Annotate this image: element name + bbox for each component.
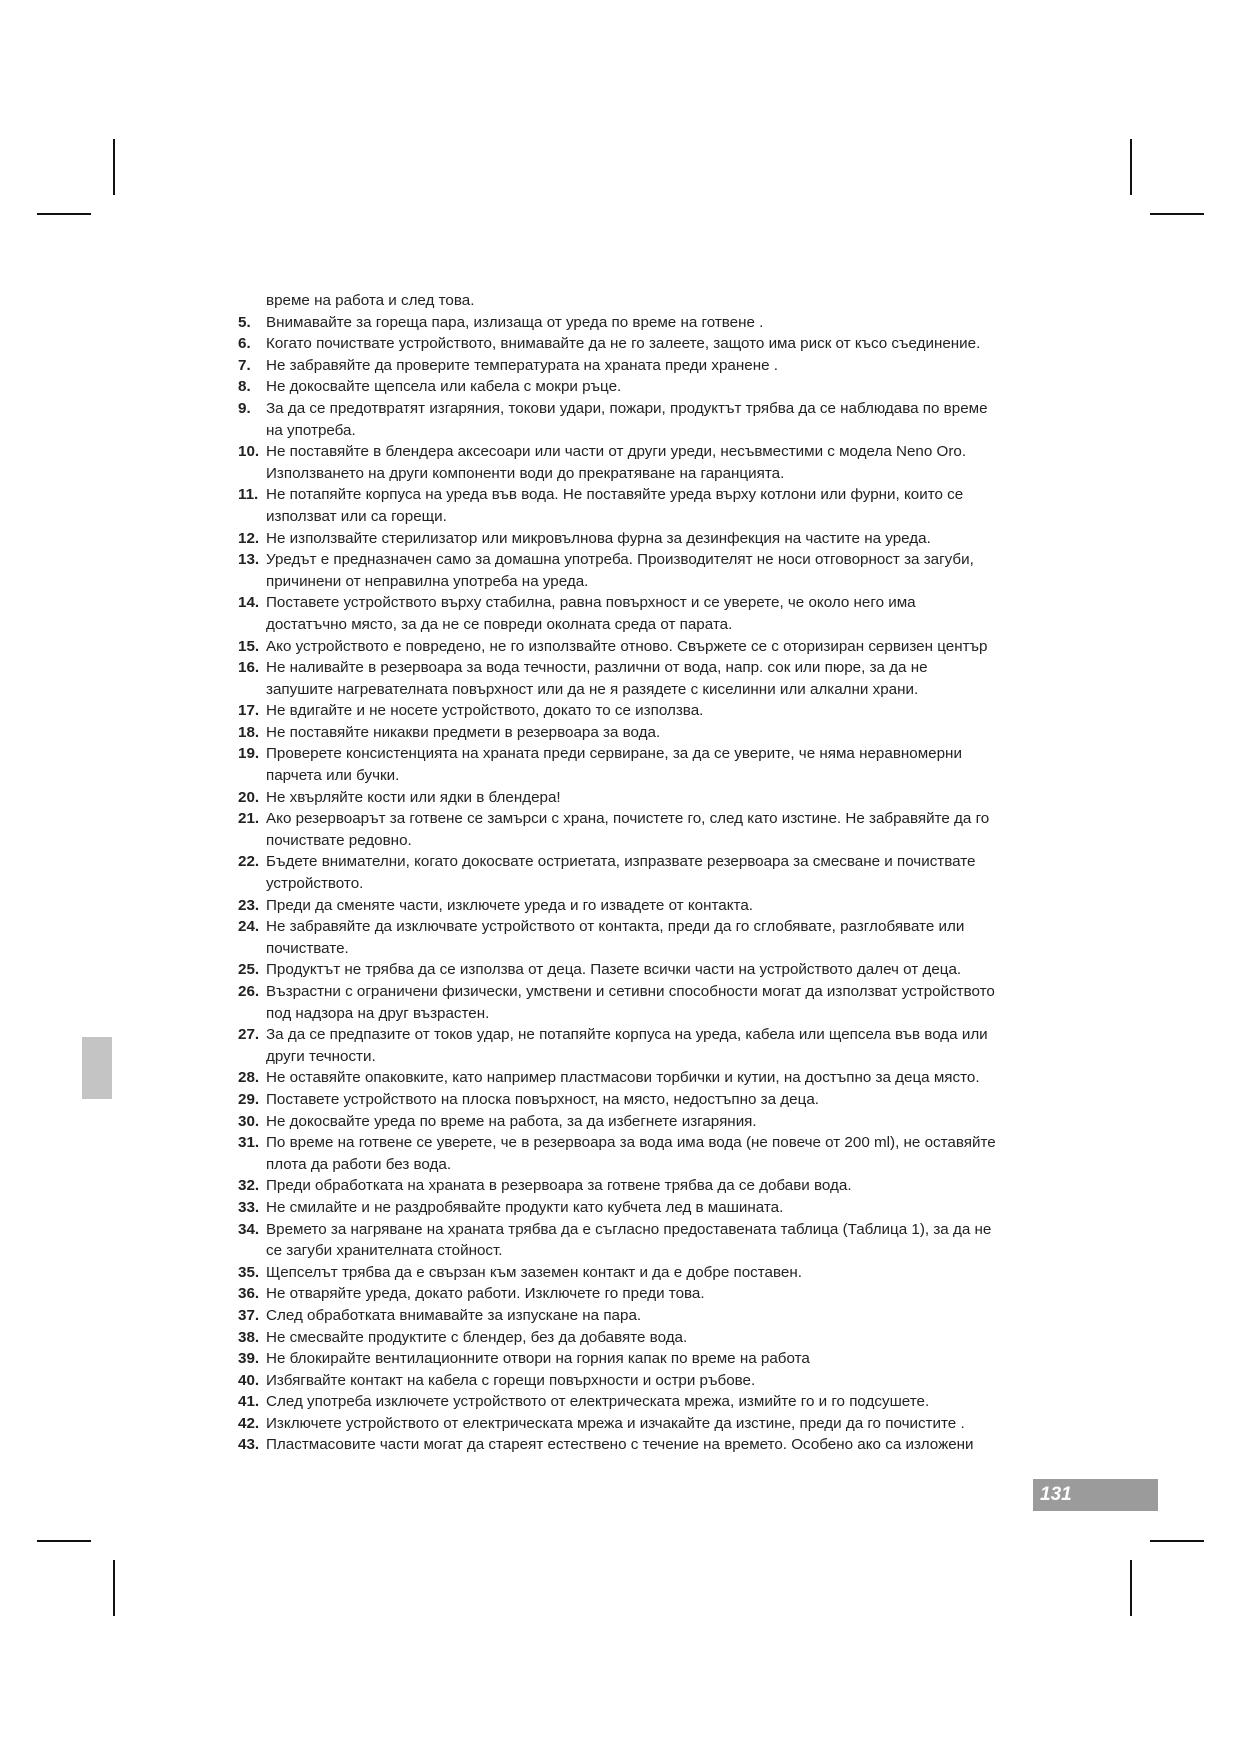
list-item: [238, 312, 1073, 334]
list-item: [238, 722, 1073, 744]
list-item-text: Използването на други компоненти води до прекратяване на гаранцията.: [266, 464, 785, 482]
crop-mark-top-right-horizontal: [1150, 213, 1204, 215]
list-item-number: 27.: [238, 1026, 260, 1044]
list-item-text: Не оставяйте опаковките, като например пластмасови торбички и кутии, на достъпно за деца място.: [266, 1069, 980, 1087]
list-item: [238, 484, 1073, 506]
list-item-text: Не използвайте стерилизатор или микровълнова фурна за дезинфекция на частите на уреда.: [266, 529, 931, 547]
list-item-text: на употреба.: [266, 421, 356, 439]
list-item-continuation: [238, 873, 1073, 895]
list-item: [238, 959, 1073, 981]
list-item-text: Не поставяйте в блендера аксесоари или части от други уреди, несъвместими с модела Neno Oro.: [266, 443, 967, 461]
list-item: [238, 1197, 1073, 1219]
list-item: [238, 1089, 1073, 1111]
list-item-text: Не наливайте в резервоара за вода течности, различни от вода, напр. сок или пюре, за да не: [266, 659, 928, 677]
list-item-text: причинени от неправилна употреба на уреда.: [266, 572, 589, 590]
list-item-number: 5.: [238, 313, 251, 331]
list-item-text: плота да работи без вода.: [266, 1155, 452, 1173]
page-number: 131: [1033, 1479, 1158, 1511]
list-item-text: Не забравяйте да проверите температурата на храната преди хранене .: [266, 356, 778, 374]
list-item: [238, 1132, 1073, 1154]
list-item-number: 33.: [238, 1198, 260, 1216]
list-item-text: Не смесвайте продуктите с блендер, без да добавяте вода.: [266, 1328, 688, 1346]
list-item-continuation: [238, 938, 1073, 960]
list-item-text: Не вдигайте и не носете устройството, докато то се използва.: [266, 702, 704, 720]
list-item-number: 39.: [238, 1350, 260, 1368]
crop-mark-top-left-horizontal: [37, 213, 91, 215]
crop-mark-bottom-left-horizontal: [37, 1540, 91, 1542]
list-item-number: 42.: [238, 1414, 260, 1432]
list-item: [238, 1391, 1073, 1413]
list-item-number: 28.: [238, 1069, 260, 1087]
list-item-text: парчета или бучки.: [266, 767, 400, 785]
list-item-text: под надзора на друг възрастен.: [266, 1004, 490, 1022]
list-item-number: 23.: [238, 896, 260, 914]
list-item: [238, 1024, 1073, 1046]
list-item-number: 10.: [238, 443, 260, 461]
list-item: [238, 1413, 1073, 1435]
list-item: [238, 441, 1073, 463]
crop-mark-bottom-left-vertical: [113, 1560, 115, 1616]
list-item-number: 12.: [238, 529, 260, 547]
list-item: [238, 333, 1073, 355]
list-item: [238, 1175, 1073, 1197]
list-item: [238, 1219, 1073, 1241]
list-item-number: 36.: [238, 1285, 260, 1303]
list-item-number: 41.: [238, 1393, 260, 1411]
list-item-text: Не смилайте и не раздробявайте продукти като кубчета лед в машината.: [266, 1198, 784, 1216]
list-item: [238, 376, 1073, 398]
list-item-text: Избягвайте контакт на кабела с горещи повърхности и остри ръбове.: [266, 1371, 756, 1389]
list-item: [238, 895, 1073, 917]
list-item: [238, 743, 1073, 765]
list-item: [238, 355, 1073, 377]
list-item: [238, 1434, 1073, 1456]
list-item-number: 29.: [238, 1090, 260, 1108]
list-item-continuation: [238, 463, 1073, 485]
list-item-continuation: [238, 1046, 1073, 1068]
list-item-text: Проверете консистенцията на храната преди сервиране, за да се уверите, че няма неравномерни: [266, 745, 962, 763]
list-item-text: Не потапяйте корпуса на уреда във вода. Не поставяйте уреда върху котлони или фурни, които се: [266, 486, 964, 504]
list-item-text: други течности.: [266, 1047, 376, 1065]
list-item: [238, 398, 1073, 420]
list-item-continuation: [238, 679, 1073, 701]
list-item-text: почиствате.: [266, 939, 349, 957]
list-item-number: 38.: [238, 1328, 260, 1346]
list-item-number: 32.: [238, 1177, 260, 1195]
list-item-number: 16.: [238, 659, 260, 677]
list-item-number: 14.: [238, 594, 260, 612]
list-item-continuation: [238, 1240, 1073, 1262]
list-item-text: За да се предпазите от токов удар, не потапяйте корпуса на уреда, кабела или щепсела във вода или: [266, 1026, 988, 1044]
list-item-text: Поставете устройството върху стабилна, равна повърхност и се уверете, че около него има: [266, 594, 916, 612]
list-item-number: 8.: [238, 378, 251, 396]
list-item-continuation: [238, 290, 1073, 312]
list-item-continuation: [238, 1003, 1073, 1025]
list-item-text: По време на готвене се уверете, че в резервоара за вода има вода (не повече от 200 ml), не оставяйте: [266, 1134, 996, 1152]
list-item-continuation: [238, 1154, 1073, 1176]
crop-mark-bottom-right-vertical: [1130, 1560, 1132, 1616]
list-item: [238, 700, 1073, 722]
list-item: [238, 1370, 1073, 1392]
list-item-continuation: [238, 830, 1073, 852]
list-item-text: Възрастни с ограничени физически, умствени и сетивни способности могат да използват устройството: [266, 983, 995, 1000]
list-item-text: След употреба изключете устройството от електрическата мрежа, измийте го и го подсушете.: [266, 1393, 930, 1411]
list-item-number: 21.: [238, 810, 260, 828]
list-item-number: 25.: [238, 961, 260, 979]
list-item-number: 31.: [238, 1134, 260, 1152]
list-item-text: Не докосвайте щепсела или кабела с мокри ръце.: [266, 378, 622, 396]
list-item: [238, 657, 1073, 679]
list-item-continuation: [238, 571, 1073, 593]
list-item-text: Уредът е предназначен само за домашна употреба. Производителят не носи отговорност за загуби,: [266, 551, 974, 569]
list-item: [238, 1111, 1073, 1133]
list-item: [238, 1348, 1073, 1370]
list-item-continuation: [238, 420, 1073, 442]
list-item-number: 43.: [238, 1436, 260, 1454]
list-item: [238, 549, 1073, 571]
list-item-text: За да се предотвратят изгаряния, токови удари, пожари, продуктът трябва да се наблюдава по време: [266, 399, 988, 417]
list-item-text: Времето за нагряване на храната трябва да е съгласно предоставената таблица (Таблица 1), за да не: [266, 1220, 992, 1238]
list-item: [238, 851, 1073, 873]
crop-mark-top-right-vertical: [1130, 139, 1132, 195]
list-item-number: 40.: [238, 1371, 260, 1389]
list-item: [238, 592, 1073, 614]
list-item-text: Преди да сменяте части, изключете уреда и го извадете от контакта.: [266, 896, 753, 914]
list-item: [238, 1067, 1073, 1089]
list-item-text: достатъчно място, за да не се повреди околната среда от парата.: [266, 615, 733, 633]
list-item-text: почиствате редовно.: [266, 831, 412, 849]
list-item-text: се загуби хранителната стойност.: [266, 1242, 503, 1260]
list-item-text: След обработката внимавайте за изпускане на пара.: [266, 1306, 642, 1324]
list-item-number: 35.: [238, 1263, 260, 1281]
crop-mark-top-left-vertical: [113, 139, 115, 195]
list-item: [238, 981, 1073, 1003]
list-item-number: 22.: [238, 853, 260, 871]
crop-mark-bottom-right-horizontal: [1150, 1540, 1204, 1542]
list-item-text: Не отваряйте уреда, докато работи. Изключете го преди това.: [266, 1285, 705, 1303]
list-item-text: Изключете устройството от електрическата мрежа и изчакайте да изстине, преди да го почистите .: [266, 1414, 965, 1432]
list-item-number: 18.: [238, 723, 260, 741]
list-item: [238, 808, 1073, 830]
list-item-text: Не докосвайте уреда по време на работа, за да избегнете изгаряния.: [266, 1112, 757, 1130]
list-item-text: Не хвърляйте кости или ядки в блендера!: [266, 788, 561, 806]
list-item-number: 19.: [238, 745, 260, 763]
list-item: [238, 636, 1073, 658]
list-item-number: 6.: [238, 335, 251, 353]
list-item-text: Бъдете внимателни, когато докосвате остриетата, изпразвате резервоара за смесване и почиствате: [266, 853, 976, 871]
list-item-number: 26.: [238, 983, 260, 1000]
list-item-text: Когато почиствате устройството, внимавайте да не го залеете, защото има риск от късо съединение.: [266, 335, 981, 353]
list-item-number: 37.: [238, 1306, 260, 1324]
list-item-text: Ако резервоарът за готвене се замърси с храна, почистете го, след като изстине. Не забравяйте да го: [266, 810, 990, 828]
list-item: [238, 1305, 1073, 1327]
list-item-text: Ако устройството е повредено, не го използвайте отново. Свържете се с оторизиран сервизен център: [266, 637, 988, 655]
list-item: [238, 1327, 1073, 1349]
list-item-number: 34.: [238, 1220, 260, 1238]
list-item-text: Не забравяйте да изключвате устройството от контакта, преди да го сглобявате, разглобявате или: [266, 918, 965, 936]
list-item-number: 11.: [238, 486, 259, 504]
list-item-number: 20.: [238, 788, 260, 806]
list-item-text: Пластмасовите части могат да стареят естествено с течение на времето. Особено ако са изложени: [266, 1436, 974, 1454]
list-item-continuation: [238, 506, 1073, 528]
list-item-number: 9.: [238, 399, 251, 417]
list-item-number: 7.: [238, 356, 251, 374]
list-item: [238, 787, 1073, 809]
list-item-text: запушите нагревателната повърхност или да не я разядете с киселинни или алкални храни.: [266, 680, 919, 698]
list-item-text: Внимавайте за гореща пара, излизаща от уреда по време на готвене .: [266, 313, 764, 331]
side-tab-marker: [82, 1037, 112, 1099]
list-item-number: 13.: [238, 551, 260, 569]
list-item-continuation: [238, 614, 1073, 636]
list-item-text: Преди обработката на храната в резервоара за готвене трябва да се добави вода.: [266, 1177, 852, 1195]
list-item: [238, 916, 1073, 938]
list-item-number: 15.: [238, 637, 260, 655]
list-item-number: 17.: [238, 702, 260, 720]
list-item-continuation: [238, 765, 1073, 787]
list-item: [238, 528, 1073, 550]
safety-instructions-list: [238, 290, 1073, 1456]
list-item-number: 30.: [238, 1112, 260, 1130]
list-item: [238, 1283, 1073, 1305]
list-item-number: 24.: [238, 918, 260, 936]
list-item-text: Продуктът не трябва да се използва от деца. Пазете всички части на устройството далеч от деца.: [266, 961, 962, 979]
list-item: [238, 1262, 1073, 1284]
list-item-text: Поставете устройството на плоска повърхност, на място, недостъпно за деца.: [266, 1090, 819, 1108]
list-item-text: време на работа и след това.: [266, 292, 475, 309]
list-item-text: Не поставяйте никакви предмети в резервоара за вода.: [266, 723, 661, 741]
list-item-text: Не блокирайте вентилационните отвори на горния капак по време на работа: [266, 1350, 810, 1368]
list-item-text: устройството.: [266, 875, 364, 893]
list-item-text: Щепселът трябва да е свързан към заземен контакт и да е добре поставен.: [266, 1263, 802, 1281]
list-item-text: използват или са горещи.: [266, 507, 447, 525]
